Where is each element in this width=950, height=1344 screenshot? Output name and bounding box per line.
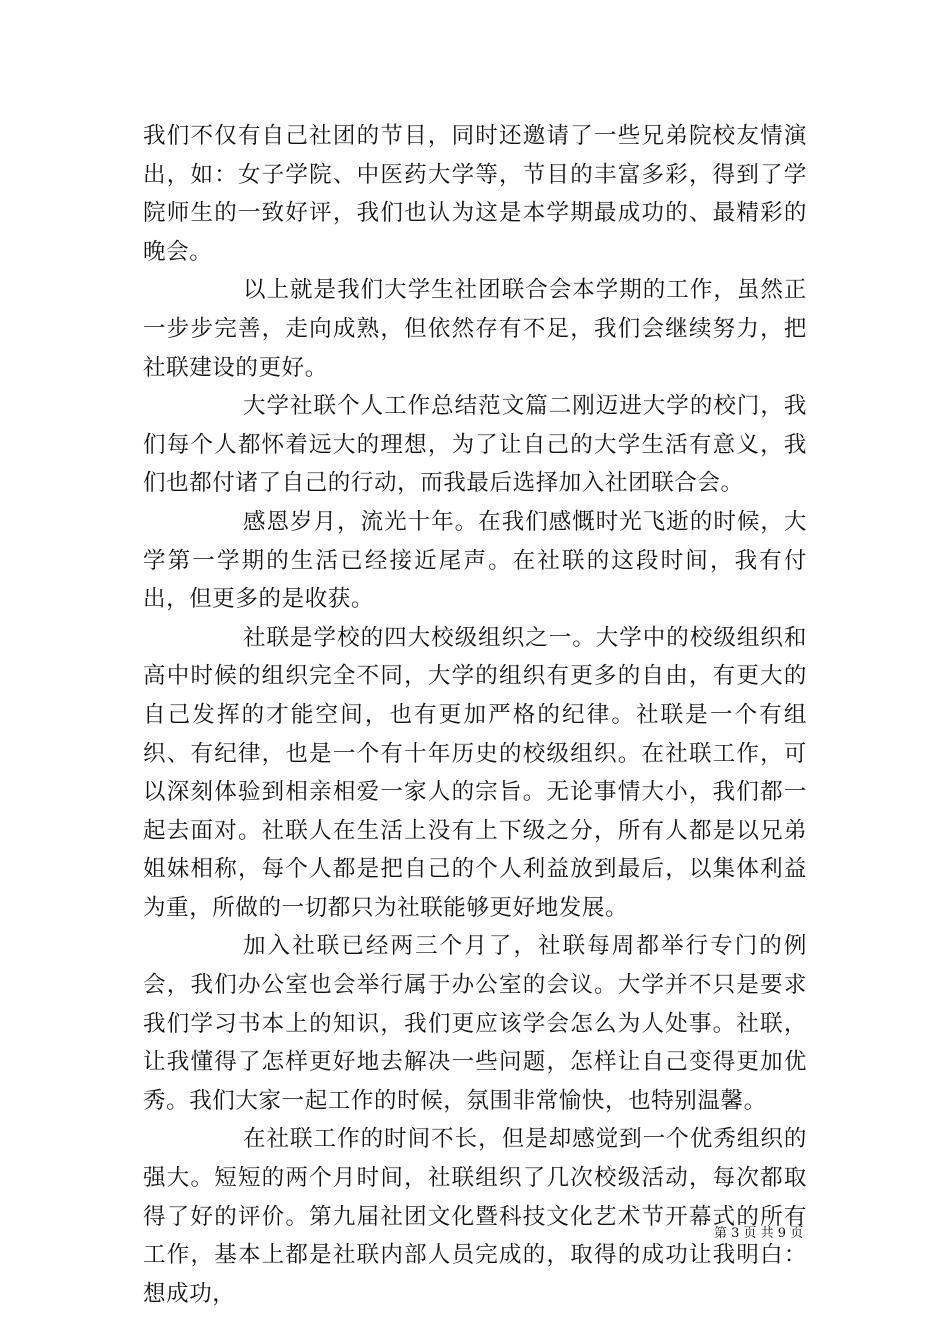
- document-body: [143, 117, 807, 1313]
- page-number-footer: 第 3 页 共 9 页: [714, 1226, 804, 1241]
- paragraph: 社联是学校的四大校级组织之一。大学中的校级组织和高中时候的组织完全不同，大学的组织有更多的自由，有更大的自己发挥的才能空间，也有更加严格的纪律。社联是一个有组织、有纪律，也是一个有十年历史的校级组织。在社联工作，可以深刻体验到相亲相爱一家人的宗旨。无论事情大小，我们都一起去面对。社联人在生活上没有上下级之分，所有人都是以兄弟姐妹相称，每个人都是把自己的个人利益放到最后，以集体利益为重，所做的一切都只为社联能够更好地发展。: [143, 624, 807, 921]
- paragraph: 大学社联个人工作总结范文篇二刚迈进大学的校门，我们每个人都怀着远大的理想，为了让自己的大学生活有意义，我们也都付诸了自己的行动，而我最后选择加入社团联合会。: [143, 393, 807, 497]
- paragraph: 感恩岁月，流光十年。在我们感慨时光飞逝的时候，大学第一学期的生活已经接近尾声。在社联的这段时间，我有付出，但更多的是收获。: [143, 508, 807, 613]
- paragraph: 在社联工作的时间不长，但是却感觉到一个优秀组织的强大。短短的两个月时间，社联组织了几次校级活动，每次都取得了好的评价。第九届社团文化暨科技文化艺术节开幕式的所有工作，基本上都是社联内部人员完成的，取得的成功让我明白：想成功，: [143, 1126, 807, 1307]
- paragraph: 加入社联已经两三个月了，社联每周都举行专门的例会，我们办公室也会举行属于办公室的会议。大学并不只是要求我们学习书本上的知识，我们更应该学会怎么为人处事。社联，让我懂得了怎样更好地去解决一些问题，怎样让自己变得更加优秀。我们大家一起工作的时候，氛围非常愉快，也特别温馨。: [143, 933, 807, 1114]
- paragraph: 我们不仅有自己社团的节目，同时还邀请了一些兄弟院校友情演出，如：女子学院、中医药大学等，节目的丰富多彩，得到了学院师生的一致好评，我们也认为这是本学期最成功的、最精彩的晚会。: [143, 123, 807, 265]
- paragraph: 以上就是我们大学生社团联合会本学期的工作，虽然正一步步完善，走向成熟，但依然存有不足，我们会继续努力，把社联建设的更好。: [143, 277, 807, 381]
